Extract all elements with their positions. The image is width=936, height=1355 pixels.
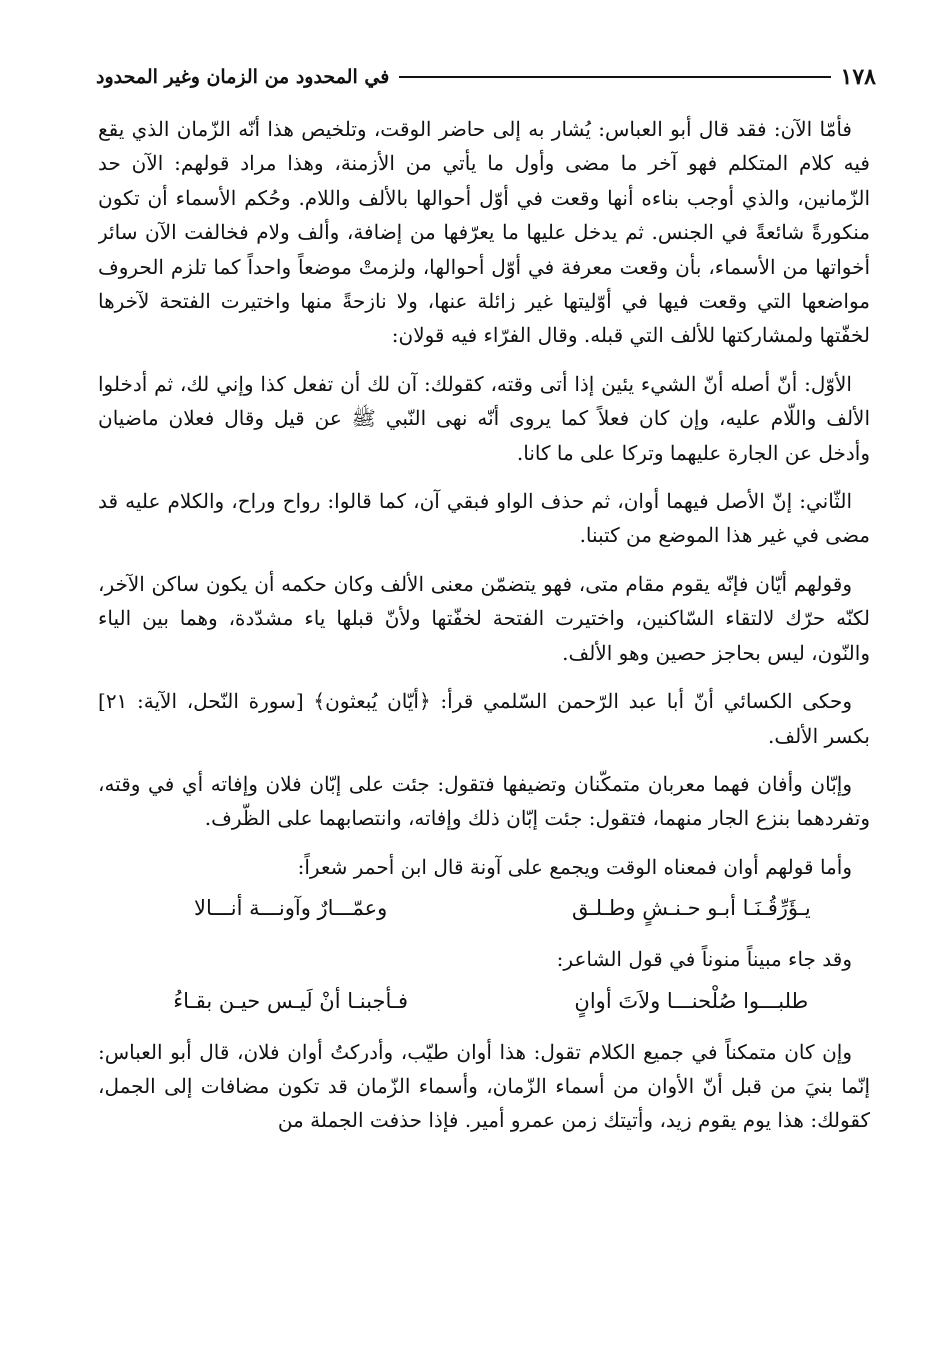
- verse-second-hemistich: فـأجبنـا أنْ لَيـس حيـن بقـاءُ: [173, 988, 409, 1013]
- verse-line: [98, 983, 870, 1019]
- verse-first-hemistich: طلبـــوا صُلْحنـــا ولاَتَ أوانٍ: [574, 988, 809, 1013]
- verse-line: [98, 890, 870, 926]
- paragraph-first-opinion: الأوّل: أنّ أصله أنّ الشيء يئين إذا أتى وقته، كقولك: آن لك أن تفعل كذا وإني لك، ثم أدخلوا الألف واللّام عليه، وإن كان فعلاً كما يروى أنّه نهى النّبي ﷺ عن قيل وقال فعلان ماضيان وأدخل عن الجارة عليهما وتركا على ما كانا.: [98, 371, 870, 465]
- paragraph-poet-intro: وقد جاء مبيناً منوناً في قول الشاعر:: [556, 947, 852, 972]
- header-rule: [399, 76, 830, 78]
- verse-first-hemistich: يـؤَرِّقُـنَـا أبـو حـنـشٍ وطـلـق: [571, 896, 811, 921]
- body-text: [98, 112, 870, 1332]
- paragraph-al-aan: فأمّا الآن: فقد قال أبو العباس: يُشار به إلى حاضر الوقت، وتلخيص هذا أنّه الزّمان الذي يقع فيه كلام المتكلم فهو آخر ما مضى وأول ما يأتي من الأزمنة، وهذا مراد قولهم: الآن حد الزّمانين، والذي أوجب بناءه أنها وقعت في أوّل أحوالها بالألف واللام. وحُكم الأسماء أن تكون منكورةً شائعةً في الجنس. ثم يدخل عليها ما يعرّفها من إضافة، وألف ولام فخالفت الآن سائر أخواتها من الأسماء، بأن وقعت معرفة في أوّل أحوالها، ولزمتْ موضعاً واحداً كما تلزم الحروف مواضعها التي وقعت فيها في أوّليتها غير زائلة عنها، ولا نازحةً منها واختيرت الفتحة لآخرها لخفّتها ولمشاركتها للألف التي قبله. وقال الفرّاء فيه قولان:: [98, 117, 870, 348]
- paragraph-ibban: وإبّان وأفان فهما معربان متمكّنان وتضيفها فتقول: جئت على إبّان فلان وإفاته أي في وقته، وتفردهما بنزع الجار منهما، فتقول: جئت إبّان ذلك وإفاته، وانتصابهما على الظّرف.: [98, 771, 870, 831]
- page-number: ١٧٨: [840, 64, 876, 90]
- paragraph-awan-declension: وإن كان متمكناً في جميع الكلام تقول: هذا أوان طيّب، وأدركتُ أوان فلان، قال أبو العباس: إنّما بنيَ من قبل أنّ الأوان من أسماء الزّمان، وأسماء الزّمان قد تكون مضافات إلى الجمل، كقولك: هذا يوم يقوم زيد، وأتيتك زمن عمرو أمير. فإذا حذفت الجملة من: [98, 1039, 870, 1133]
- paragraph-ayyan: وقولهم أيّان فإنّه يقوم مقام متى، فهو يتضمّن معنى الألف وكان حكمه أن يكون ساكن الآخر، لكنّه حرّك لالتقاء السّاكنين، واختيرت الفتحة لخفّتها ولأنّ قبلها ياء مشدّدة، وهما بين الياء والنّون، ليس بحاجز حصين وهو الألف.: [98, 571, 870, 665]
- running-title: في المحدود من الزمان وغير المحدود: [96, 66, 390, 88]
- verse-second-hemistich: وعمّـــارٌ وآونـــة أنـــالا: [193, 896, 388, 921]
- paragraph-awan-intro: وأما قولهم أوان فمعناه الوقت ويجمع على آونة قال ابن أحمر شعراً:: [297, 854, 852, 879]
- page-header: [96, 62, 876, 92]
- paragraph-kisai: وحكى الكسائي أنّ أبا عبد الرّحمن السّلمي قرأ: ﴿أيّان يُبعثون﴾ [سورة النّحل، الآية: ٢١] بكسر الألف.: [98, 689, 870, 748]
- paragraph-second-opinion: الثّاني: إنّ الأصل فيهما أوان، ثم حذف الواو فبقي آن، كما قالوا: رواح وراح، والكلام عليه قد مضى في غير هذا الموضع من كتبنا.: [98, 489, 870, 548]
